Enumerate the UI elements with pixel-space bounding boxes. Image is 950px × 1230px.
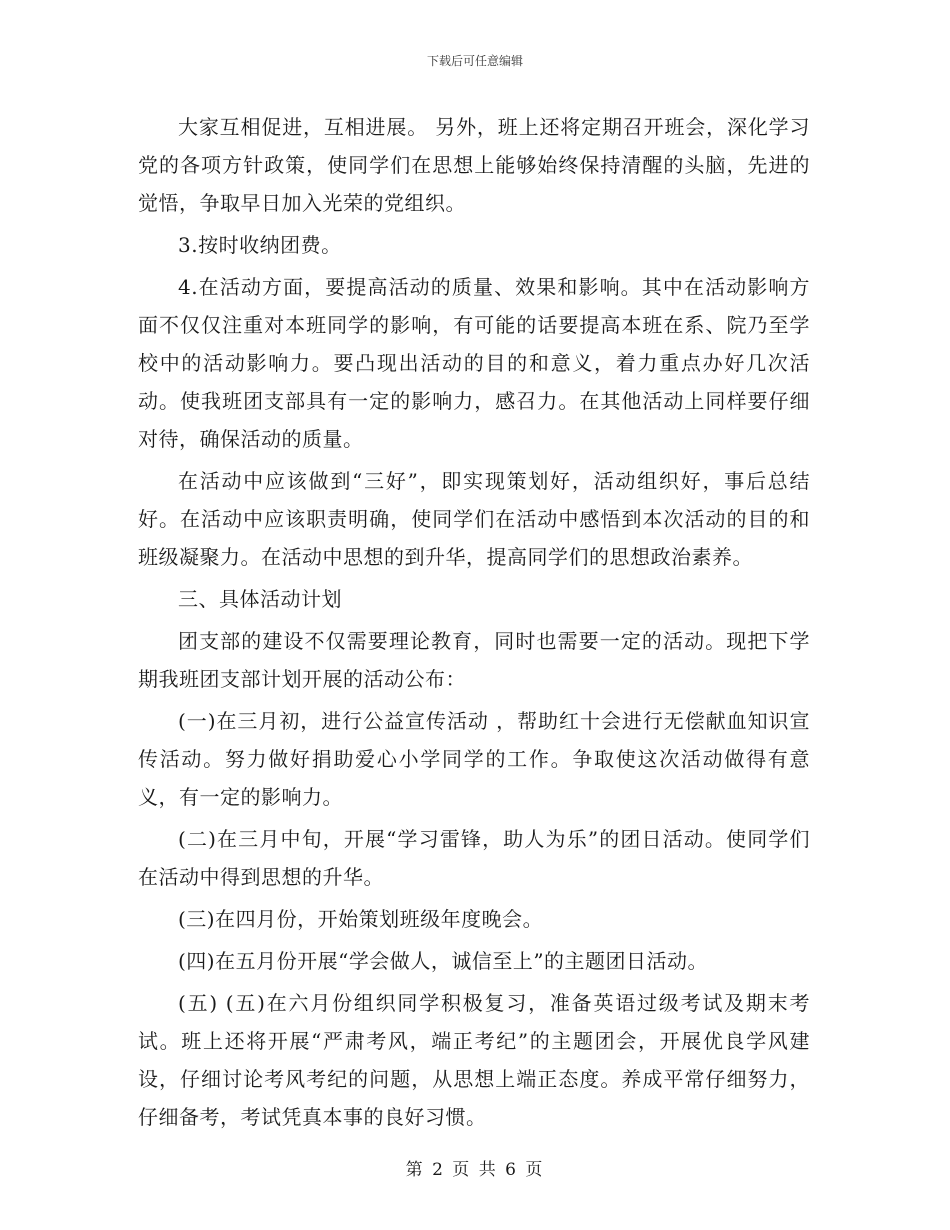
paragraph: 团支部的建设不仅需要理论教育，同时也需要一定的活动。现把下学期我班团支部计划开展的活动公布： — [138, 629, 810, 691]
document-body — [138, 108, 810, 1136]
paragraph: 4.在活动方面，要提高活动的质量、效果和影响。其中在活动影响方面不仅仅注重对本班同学的影响，有可能的话要提高本班在系、院乃至学校中的活动影响力。要凸现出活动的目的和意义，着力重点办好几次活动。使我班团支部具有一定的影响力，感召力。在其他活动上同样要仔细对待，确保活动的质量。 — [138, 275, 810, 451]
page-header: 下载后可任意编辑 — [426, 54, 523, 68]
list-item: (三)在四月份，开始策划班级年度晚会。 — [178, 907, 544, 931]
list-item: (四)在五月份开展“学会做人，诚信至上”的主题团日活动。 — [178, 949, 709, 973]
list-item: (一)在三月初，进行公益宣传活动 ，帮助红十会进行无偿献血知识宣传活动。努力做好捐助爱心小学同学的工作。争取使这次活动做得有意义，有一定的影响力。 — [138, 709, 810, 809]
list-item: (五) (五)在六月份组织同学积极复习，准备英语过级考试及期末考试。班上还将开展“严肃考风，端正考纪”的主题团会，开展优良学风建设，仔细讨论考风考纪的问题，从思想上端正态度。养成平常仔细努力，仔细备考，考试凭真本事的良好习惯。 — [138, 991, 810, 1129]
paragraph: 大家互相促进，互相进展。 另外，班上还将定期召开班会，深化学习党的各项方针政策，使同学们在思想上能够始终保持清醒的头脑，先进的觉悟，争取早日加入光荣的党组织。 — [138, 115, 810, 215]
list-item: (二)在三月中旬，开展“学习雷锋，助人为乐”的团日活动。使同学们在活动中得到思想的升华。 — [138, 827, 810, 889]
paragraph: 在活动中应该做到“三好”，即实现策划好，活动组织好，事后总结好。在活动中应该职责明确，使同学们在活动中感悟到本次活动的目的和班级凝聚力。在活动中思想的到升华，提高同学们的思想政治素养。 — [138, 469, 810, 569]
page-number: 第 2 页 共 6 页 — [405, 1160, 545, 1180]
section-heading: 三、具体活动计划 — [178, 587, 342, 611]
paragraph: 3.按时收纳团费。 — [178, 233, 342, 257]
